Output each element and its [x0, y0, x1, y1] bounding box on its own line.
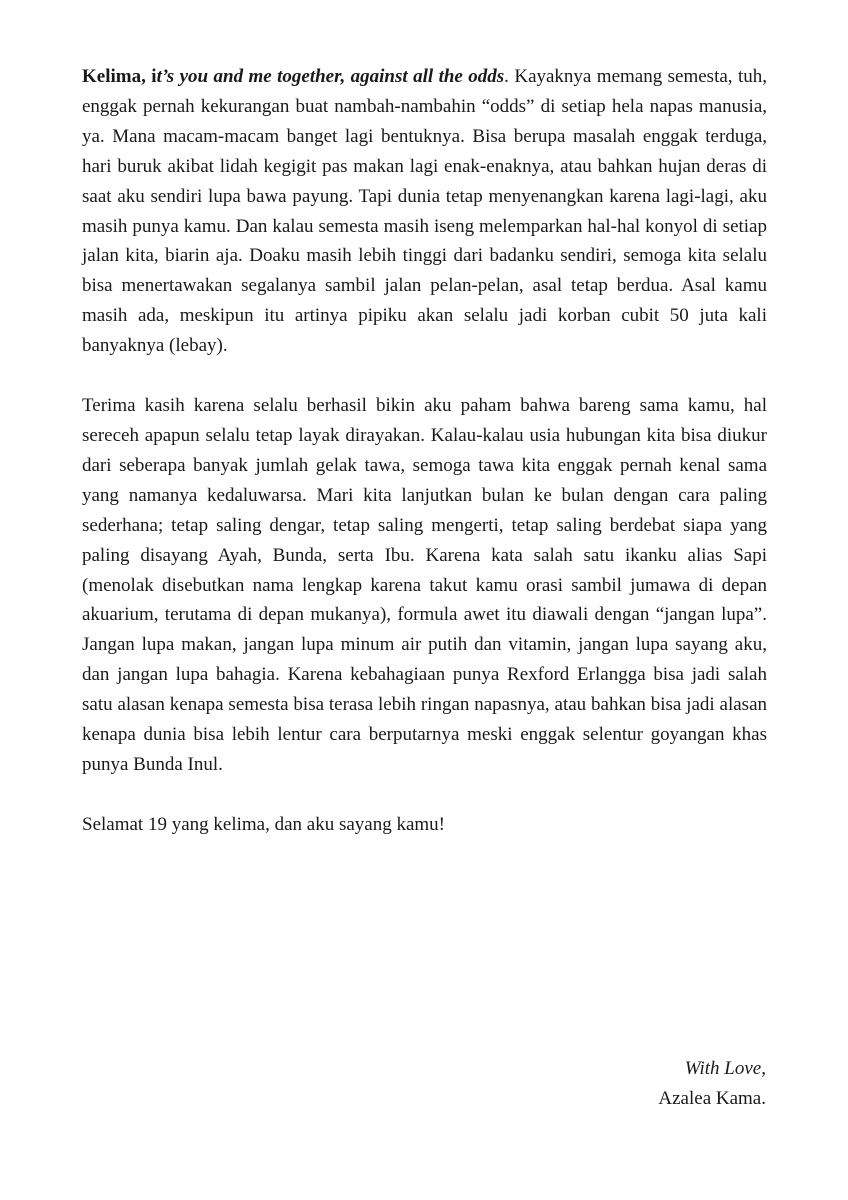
signature-block	[658, 1054, 766, 1114]
letter-body	[82, 62, 767, 840]
signature-closing	[658, 1054, 766, 1084]
signature-closing-word: With Love	[684, 1058, 762, 1079]
paragraph-1-lead-bold: Kelima, i	[82, 66, 157, 87]
signature-closing-punct: ,	[761, 1058, 766, 1079]
paragraph-1-body: . Kayaknya memang semesta, tuh, enggak pernah kekurangan buat nambah-nambahin “odds” di setiap hela napas manusia, ya. Mana macam-macam banget lagi bentuknya. Bisa berupa masalah enggak terduga, hari buruk akibat lidah kegigit pas makan lagi enak-enaknya, atau bahkan hujan deras di saat aku sendiri lupa bawa payung. Tapi dunia tetap menyenangkan karena lagi-lagi, aku masih punya kamu. Dan kalau semesta masih iseng melemparkan hal-hal konyol di setiap jalan kita, biarin aja. Doaku masih lebih tinggi dari badanku sendiri, semoga kita selalu bisa menertawakan segalanya sambil jalan pelan-pelan, asal tetap berdua. Asal kamu masih ada, meskipun itu artinya pipiku akan selalu jadi korban cubit 50 juta kali banyaknya (lebay).	[82, 66, 767, 357]
paragraph-3: Selamat 19 yang kelima, dan aku sayang kamu!	[82, 813, 446, 835]
paragraph-1	[82, 62, 767, 361]
paragraph-2: Terima kasih karena selalu berhasil bikin aku paham bahwa bareng sama kamu, hal sereceh apapun selalu tetap layak dirayakan. Kalau-kalau usia hubungan kita bisa diukur dari seberapa banyak jumlah gelak tawa, semoga tawa kita enggak pernah kenal sama yang namanya kedaluwarsa. Mari kita lanjutkan bulan ke bulan dengan cara paling sederhana; tetap saling dengar, tetap saling mengerti, tetap saling berdebat siapa yang paling disayang Ayah, Bunda, serta Ibu. Karena kata salah satu ikanku alias Sapi (menolak disebutkan nama lengkap karena takut kamu orasi sambil jumawa di depan akuarium, terutama di depan mukanya), formula awet itu diawali dengan “jangan lupa”. Jangan lupa makan, jangan lupa minum air putih dan vitamin, jangan lupa sayang aku, dan jangan lupa bahagia. Karena kebahagiaan punya Rexford Erlangga bisa jadi salah satu alasan kenapa semesta bisa terasa lebih ringan napasnya, atau bahkan bisa jadi alasan kenapa dunia bisa lebih lentur cara berputarnya meski enggak selentur goyangan khas punya Bunda Inul.	[82, 395, 767, 775]
signature-name: Azalea Kama.	[658, 1088, 766, 1109]
paragraph-1-lead-italic: t’s you and me together, against all the odds	[156, 66, 505, 87]
